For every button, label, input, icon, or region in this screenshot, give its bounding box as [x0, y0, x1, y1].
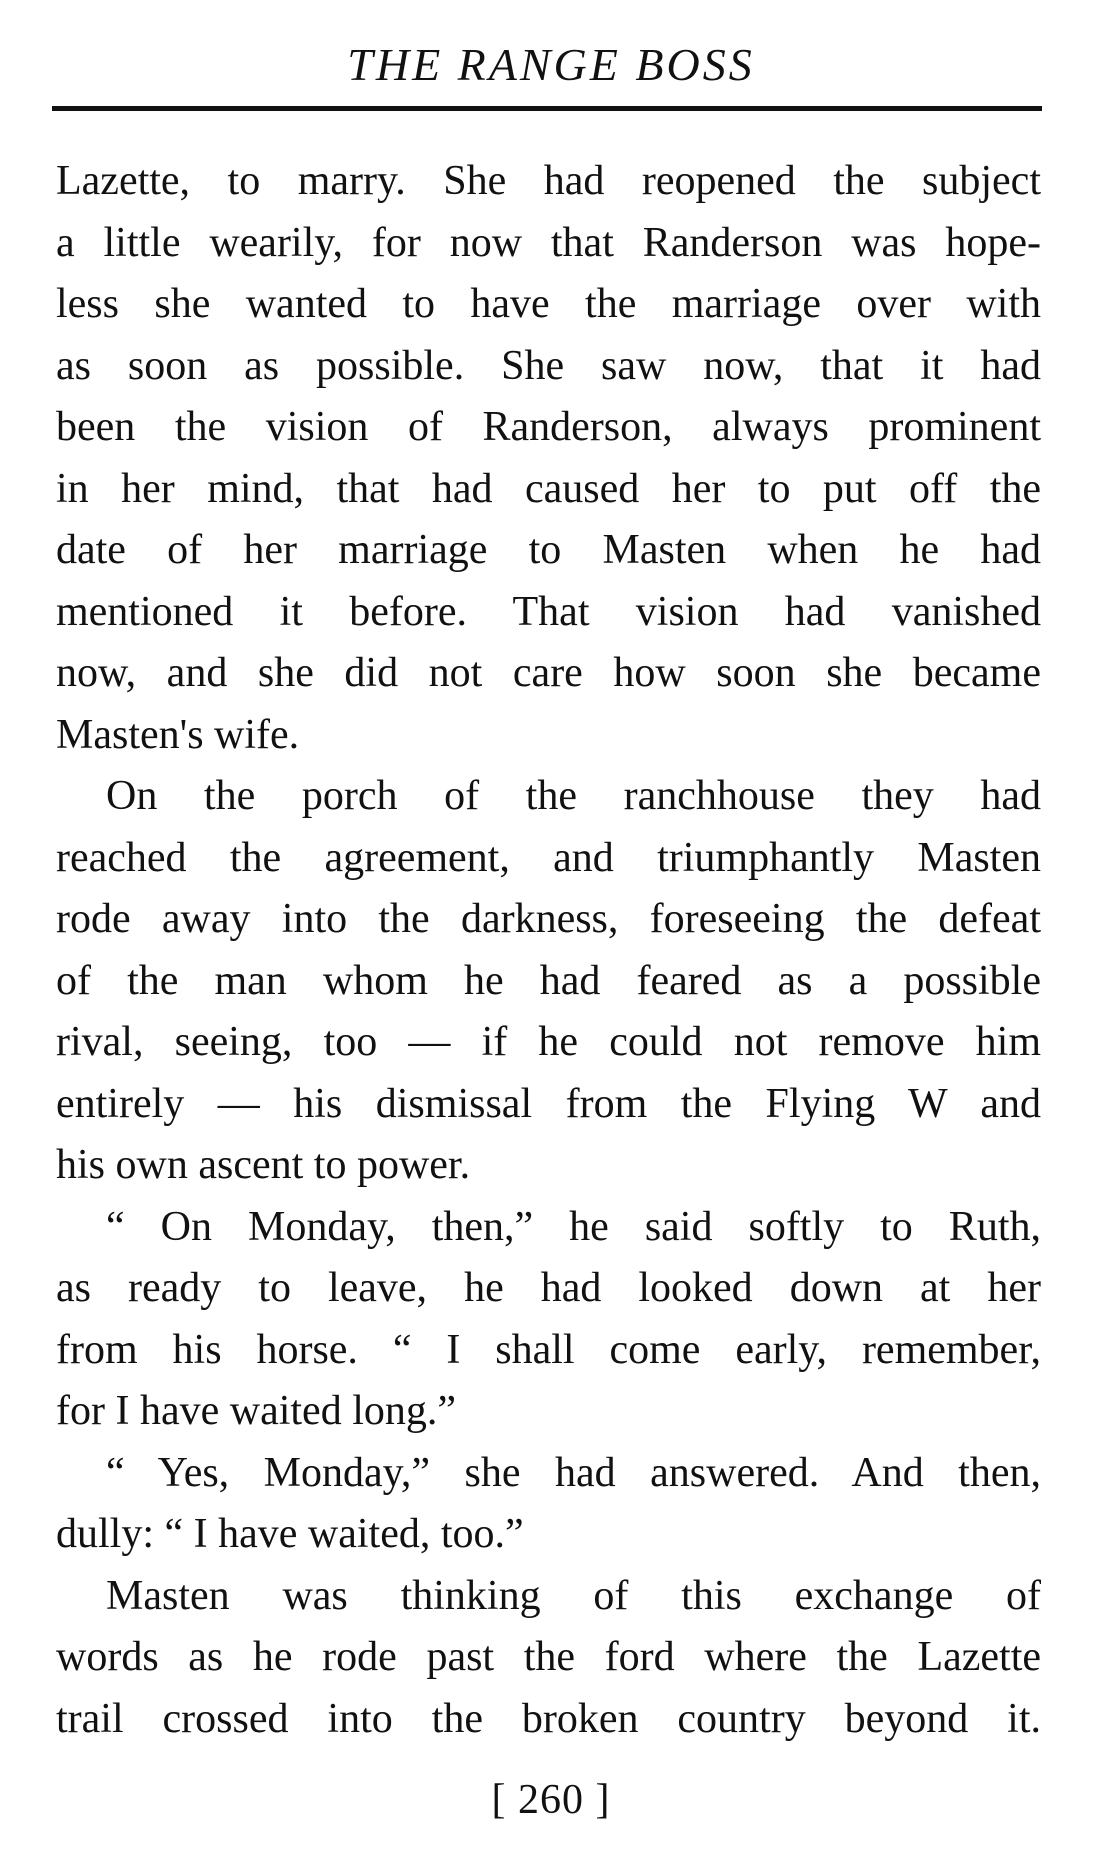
text-line: from his horse. “ I shall come early, remember,	[56, 1326, 1041, 1373]
text-line: a little wearily, for now that Randerson was hope-	[56, 219, 1041, 266]
text-line: his own ascent to power.	[56, 1142, 471, 1188]
text-line: On the porch of the ranchhouse they had	[106, 773, 1041, 819]
header-rule	[52, 106, 1042, 111]
text-line: in her mind, that had caused her to put off the	[56, 465, 1041, 512]
text-line: as ready to leave, he had looked down at her	[56, 1265, 1041, 1311]
body-text	[56, 151, 1041, 1750]
text-line: less she wanted to have the marriage over with	[56, 281, 1041, 327]
text-line: “ Yes, Monday,” she had answered. And then,	[106, 1449, 1041, 1496]
text-line: date of her marriage to Masten when he had	[56, 527, 1041, 573]
text-line: words as he rode past the ford where the Lazette	[56, 1634, 1041, 1680]
text-line: for I have waited long.”	[56, 1388, 457, 1434]
text-line: Lazette, to marry. She had reopened the subject	[56, 158, 1041, 204]
text-line: now, and she did not care how soon she became	[56, 650, 1041, 696]
running-head: THE RANGE BOSS	[347, 39, 755, 90]
text-line: reached the agreement, and triumphantly Masten	[56, 834, 1041, 881]
text-line: mentioned it before. That vision had vanished	[56, 588, 1041, 635]
page-number: [ 260 ]	[491, 1777, 611, 1823]
text-line: Masten's wife.	[56, 711, 300, 758]
text-line: rode away into the darkness, foreseeing the defeat	[56, 896, 1041, 942]
text-line: as soon as possible. She saw now, that it had	[56, 342, 1041, 389]
text-line: been the vision of Randerson, always prominent	[56, 404, 1041, 450]
text-line: “ On Monday, then,” he said softly to Ruth,	[106, 1203, 1041, 1250]
text-line: Masten was thinking of this exchange of	[106, 1572, 1041, 1619]
text-line: of the man whom he had feared as a possible	[56, 957, 1041, 1004]
text-line: entirely — his dismissal from the Flying W and	[56, 1080, 1041, 1127]
text-line: rival, seeing, too — if he could not remove him	[56, 1019, 1041, 1065]
text-line: trail crossed into the broken country beyond it.	[56, 1695, 1041, 1742]
text-line: dully: “ I have waited, too.”	[56, 1511, 524, 1557]
